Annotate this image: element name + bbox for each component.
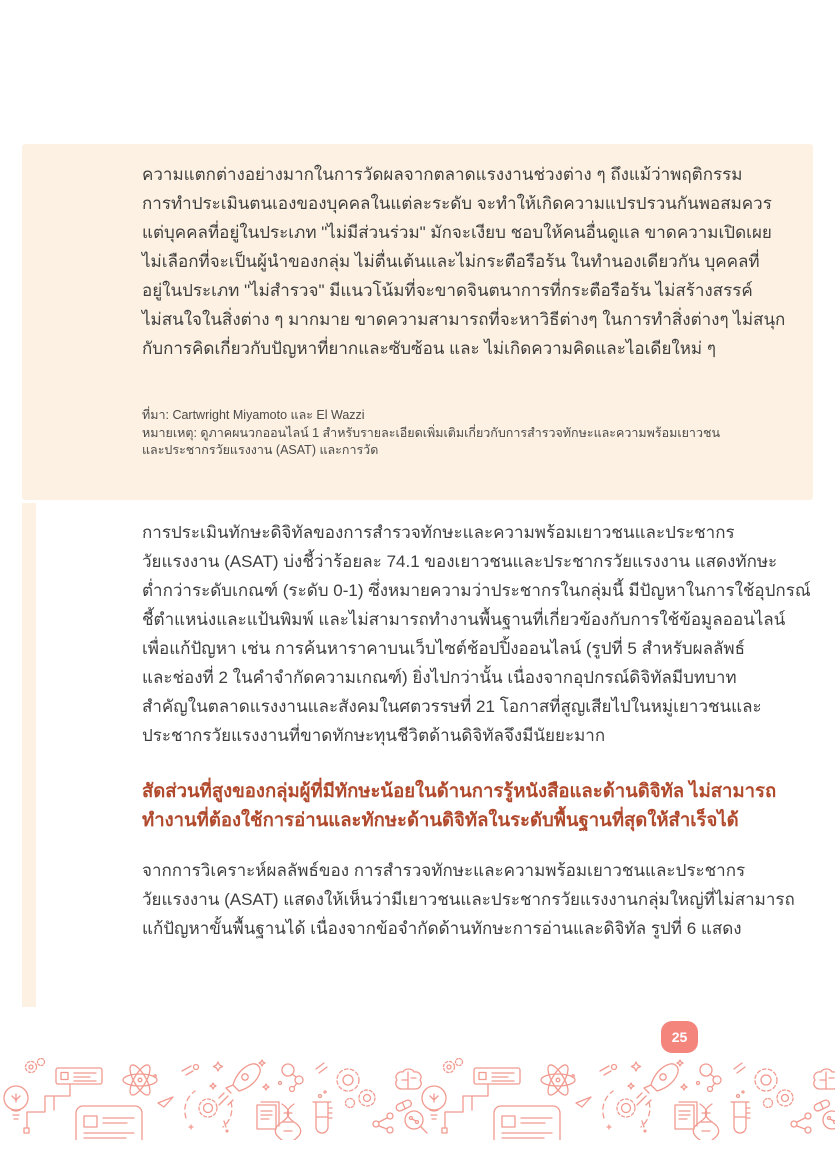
text-line: ไม่สนใจในสิ่งต่าง ๆ มากมาย ขาดความสามารถที่จะหาวิธีต่างๆ ในการทำสิ่งต่างๆ ไม่สนุก bbox=[142, 310, 786, 329]
text-line: สำคัญในตลาดแรงงานและสังคมในศตวรรษที่ 21 โอกาสที่สูญเสียไปในหมู่เยาวชนและ bbox=[142, 697, 762, 716]
text-line: ชี้ตำแหน่งและแป้นพิมพ์ และไม่สามารถทำงานพื้นฐานที่เกี่ยวข้องกับการใช้ข้อมูลออนไลน์ bbox=[142, 610, 786, 629]
text-line: และช่องที่ 2 ในคำจำกัดความเกณฑ์) ยิ่งไปกว่านั้น เนื่องจากอุปกรณ์ดิจิทัลมีบทบาท bbox=[142, 668, 737, 687]
text-line: กับการคิดเกี่ยวกับปัญหาที่ยากและซับซ้อน และ ไม่เกิดความคิดและไอเดียใหม่ ๆ bbox=[142, 339, 716, 358]
source-note bbox=[142, 407, 721, 460]
text-line: เพื่อแก้ปัญหา เช่น การค้นหาราคาบนเว็บไซต์ช้อปปิ้งออนไลน์ (รูปที่ 5 สำหรับผลลัพธ์ bbox=[142, 639, 746, 658]
text-line: ไม่เลือกที่จะเป็นผู้นำของกลุ่ม ไม่ตื่นเต้นและไม่กระตือรือร้น ในทำนองเดียวกัน บุคคลที่ bbox=[142, 252, 760, 271]
text-line: ความแตกต่างอย่างมากในการวัดผลจากตลาดแรงงานช่วงต่าง ๆ ถึงแม้ว่าพฤติกรรม bbox=[142, 165, 743, 184]
left-accent-strip bbox=[22, 503, 36, 1007]
text-line: จากการวิเคราะห์ผลลัพธ์ของ การสำรวจทักษะและความพร้อมเยาวชนและประชากร bbox=[142, 861, 746, 880]
callout-paragraph bbox=[142, 160, 786, 363]
body-paragraph-1 bbox=[142, 518, 811, 750]
heading-line: ทำงานที่ต้องใช้การอ่านและทักษะด้านดิจิทัลในระดับพื้นฐานที่สุดให้สำเร็จได้ bbox=[142, 809, 739, 830]
text-line: วัยแรงงาน (ASAT) แสดงให้เห็นว่ามีเยาวชนและประชากรวัยแรงงานกลุ่มใหญ่ที่ไม่สามารถ bbox=[142, 890, 795, 909]
section-heading bbox=[142, 776, 777, 834]
text-line: วัยแรงงาน (ASAT) บ่งชี้ว่าร้อยละ 74.1 ของเยาวชนและประชากรวัยแรงงาน แสดงทักษะ bbox=[142, 552, 778, 571]
text-line: ประชากรวัยแรงงานที่ขาดทักษะทุนชีวิตด้านดิจิทัลจึงมีนัยยะมาก bbox=[142, 726, 606, 745]
body-paragraph-2 bbox=[142, 856, 795, 943]
text-line: ต่ำกว่าระดับเกณฑ์ (ระดับ 0-1) ซึ่งหมายความว่าประชากรในกลุ่มนี้ มีปัญหาในการใช้อุปกรณ์ bbox=[142, 581, 811, 600]
source-line: ที่มา: Cartwright Miyamoto และ El Wazzi bbox=[142, 408, 365, 422]
footer-science-doodles bbox=[0, 1058, 835, 1140]
text-line: แต่บุคคลที่อยู่ในประเภท "ไม่มีส่วนร่วม" มักจะเงียบ ชอบให้คนอื่นดูแล ขาดความเปิดเผย bbox=[142, 223, 772, 242]
page-number: 25 bbox=[671, 1029, 688, 1045]
callout-panel bbox=[22, 144, 813, 500]
text-line: การทำประเมินตนเองของบุคคลในแต่ละระดับ จะทำให้เกิดความแปรปรวนกันพอสมควร bbox=[142, 194, 772, 213]
text-line: การประเมินทักษะดิจิทัลของการสำรวจทักษะและความพร้อมเยาวชนและประชากร bbox=[142, 523, 735, 542]
main-text-section bbox=[142, 518, 811, 943]
text-line: แก้ปัญหาขั้นพื้นฐานได้ เนื่องจากข้อจำกัดด้านทักษะการอ่านและดิจิทัล รูปที่ 6 แสดง bbox=[142, 919, 742, 938]
page-number-badge bbox=[661, 1021, 698, 1053]
heading-line: สัดส่วนที่สูงของกลุ่มผู้ที่มีทักษะน้อยในด้านการรู้หนังสือและด้านดิจิทัล ไม่สามารถ bbox=[142, 780, 777, 801]
text-line: อยู่ในประเภท "ไม่สำรวจ" มีแนวโน้มที่จะขาดจินตนาการที่กระตือรือร้น ไม่สร้างสรรค์ bbox=[142, 281, 753, 300]
note-line: และประชากรวัยแรงงาน (ASAT) และการวัด bbox=[142, 443, 379, 457]
note-line: หมายเหตุ: ดูภาคผนวกออนไลน์ 1 สำหรับรายละเอียดเพิ่มเติมเกี่ยวกับการสำรวจทักษะและความพร้อมเยาวชน bbox=[142, 425, 721, 440]
